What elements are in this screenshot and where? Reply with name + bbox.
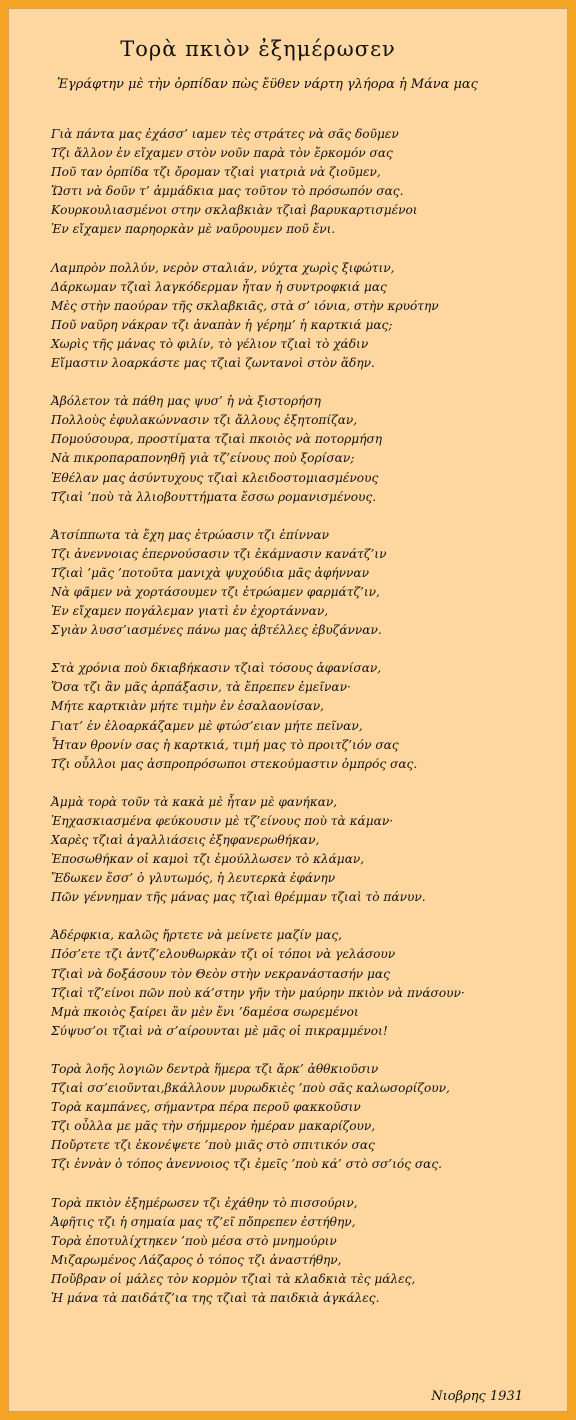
poem-line: Μήτε καρτκιὰν μήτε τιμὴν ἐν ἐσαλαονίσαν, [51, 699, 324, 714]
poem-line: Ἐηχασκιασμένα φεύκουσιν μὲ τζ’είνους ποὺ τὰ κάμαν· [51, 813, 394, 828]
poem-line: Ἐν εἴχαμεν πογάλεμαν γιατὶ ἐν ἐχορτάνναν, [51, 604, 329, 619]
poem-title: Τορὰ πκιὸν ἐξημέρωσεν [120, 37, 396, 61]
poem-line: Ἀβόλετον τὰ πάθη μας ψυσ’ ἡ νὰ ξιστορήση [51, 394, 321, 409]
poem-line: Στὰ χρόνια ποὺ δκιαβήκασιν τζιαὶ τόσους ἀφανίσαν, [51, 661, 382, 676]
stanza [51, 526, 563, 641]
stanza [51, 259, 563, 374]
poem-line: Πολλοὺς ἐφυλακώννασιν τζι ἄλλους ἐξητοπίζαν, [51, 413, 358, 428]
poem-line: Μιζαρωμένος Λάζαρος ὁ τόπος τζι ἀναστήθην, [51, 1252, 342, 1267]
poem-line: Νὰ πικροπαραπονηθῆ γιὰ τζ’είνους ποὺ ξορίσαν; [51, 451, 355, 466]
poem-line: Τζι ἀνεννοιας ἐπερνούσασιν τζι ἐκάμνασιν κανάτζ’ιν [51, 546, 387, 561]
stanza [51, 926, 563, 1041]
poem-line: Ἦταν θρονίν σας ἡ καρτκιά, τιμή μας τὸ προιτζ’ιόν σας [51, 737, 399, 752]
poem-line: Τορὰ λοῆς λογιῶν δεντρὰ ἥμερα τζι ἄρκ’ ἀθθκιοῦσιν [51, 1061, 379, 1076]
poem-line: Τορὰ καμπάνες, σήμαντρα πέρα περοῦ φακκοῦσιν [51, 1100, 361, 1115]
stanza [51, 793, 563, 908]
poem-line: Ἔδωκεν ἔσσ’ ὁ γλυτωμός, ἡ λευτερκὰ ἐφάνην [51, 871, 336, 886]
stanza [51, 659, 563, 774]
poem-line: Λαμπρὸν πολλύν, νερὸν σταλιάν, νύχτα χωρὶς ξιφώτιν, [51, 260, 395, 275]
poem-line: Γιατ’ ἐν ἐλοαρκάζαμεν μὲ φτώσ’ειαν μήτε πεῖναν, [51, 718, 363, 733]
poem-line: Τζιαὶ ’ποὺ τὰ λλιοβουττήματα ἔσσω ρομανισμένους. [51, 489, 377, 504]
poem-line: Τορὰ ἐποτυλίχτηκεν ’ποὺ μέσα στὸ μνημούριν [51, 1233, 337, 1248]
poem-line: Πῶν γέννημαν τῆς μάνας μας τζιαὶ θρέμμαν τζιαὶ τὸ πάνυν. [51, 890, 426, 905]
poem-line: Γιὰ πάντα μας ἐχάσσ’ ιαμεν τὲς στράτες νὰ σᾶς δοῦμεν [51, 127, 399, 141]
poem-line: Κουρκουλιασμένοι στην σκλαβκιὰν τζιαὶ βαρυκαρτισμένοι [51, 203, 418, 218]
poem-line: Τορὰ πκιὸν ἐξημέρωσεν τζι ἐχάθην τὸ πισσούριν, [51, 1195, 358, 1210]
poem-line: Ἀδέρφκια, καλῶς ἤρτετε νὰ μείνετε μαζίν μας, [51, 928, 343, 943]
poem-line: Μμὰ πκοιὸς ξαίρει ἂν μὲν ἔνι ’δαμέσα σωρεμένοι [51, 1004, 359, 1019]
poem-line: Πομούσουρα, προστίματα τζιαὶ πκοιὸς νὰ ποτορμήση [51, 432, 383, 447]
poem-line: Μὲς στὴν παούραν τῆς σκλαβκιᾶς, στὰ σ’ ιόνια, στὴν κρυότην [51, 298, 439, 313]
poem-line: Ἀμμὰ τορὰ τοῦν τὰ κακὰ μὲ ἦταν μὲ φανήκαν, [51, 794, 338, 809]
poem-line: Σύψυσ’οι τζιαὶ νὰ σ’αίρουνται μὲ μᾶς οἱ πικραμμένοι! [51, 1023, 388, 1038]
stanza [51, 125, 563, 240]
poem-line: Ποῦ ταν ὀρπίδα τζι ὄρομαν τζιαὶ γιατριὰ νὰ ζιοῦμεν, [51, 165, 381, 180]
poem-line: Τζι οὖλλοι μας ἀσπροπρόσωποι στεκούμαστιν ὀμπρός σας. [51, 756, 418, 771]
stanza [51, 1060, 563, 1175]
poem-line: Ἐποσωθήκαν οἱ καμοὶ τζι ἐμούλλωσεν τὸ κλάμαν, [51, 852, 365, 867]
poem-line: Σγιὰν λυσσ’ιασμένες πάνω μας ἀβτέλλες ἐβυζάνναν. [51, 623, 382, 638]
stanza [51, 392, 563, 507]
poem-body [51, 125, 563, 1327]
poem-line: Ὥστι νὰ δοῦν τ’ ἀμμάδκια μας τοῦτον τὸ πρόσωπόν σας. [51, 184, 404, 199]
poem-line: Τζιαὶ νὰ δοξάσουν τὸν Θεὸν στὴν νεκρανάστασήν μας [51, 966, 390, 981]
poem-line: Ποὔρτετε τζι ἐκονέψετε ’ποὺ μιᾶς στὸ σπιτικόν σας [51, 1138, 375, 1153]
poem-line: Ἀτσίππωτα τὰ ἔχη μας ἐτρώασιν τζι ἐπίνναν [51, 527, 329, 542]
poem-line: Ἐν εἴχαμεν παρηορκὰν μὲ ναῦρουμεν ποῦ ἔνι. [51, 222, 336, 237]
poem-line: Νὰ φᾶμεν νὰ χορτάσουμεν τζι ἐτρώαμεν φαρμάτζ’ιν, [51, 584, 380, 599]
poem-line: Χωρὶς τῆς μάνας τὸ φιλίν, τὸ γέλιον τζιαὶ τὸ χάδιν [51, 336, 369, 351]
poem-line: Δάρκωμαν τζιαὶ λαγκόδερμαν ἦταν ἡ συντροφκιά μας [51, 279, 387, 294]
poem-line: Πόσ’ετε τζι ἀντζ’ελουθωρκὰν τζι οἱ τόποι νὰ γελάσουν [51, 947, 396, 962]
poem-line: Τζιαὶ σσ’ειοῦνται,βκάλλουν μυρωδκιὲς ’ποὺ σᾶς καλωσορίζουν, [51, 1081, 450, 1096]
poem-line: Ποῦ ναῦρη νάκραν τζι ἀναπὰν ἡ γέρημ’ ἡ καρτκιά μας; [51, 317, 393, 332]
poem-line: Τζι ἐννὰν ὁ τόπος ἀνεννοιος τζι ἐμεῖς ’ποὺ κά’ στὸ σσ’ιός σας. [51, 1157, 443, 1172]
poem-line: Τζιαὶ τζ’είνοι πῶν ποὺ κά’στην γῆν τὴν μαύρην πκιὸν νὰ πνάσουν· [51, 985, 465, 1000]
poem-line: Ὅσα τζι ἂν μᾶς ἀρπάξασιν, τὰ ἔπρεπεν ἐμεῖναν· [51, 680, 351, 695]
poem-line: Εἴμαστιν λοαρκάστε μας τζιαὶ ζωντανοὶ στὸν ἅδην. [51, 356, 375, 371]
poem-line: Τζι ἄλλον ἐν εἴχαμεν στὸν νοῦν παρὰ τὸν ἔρκομόν σας [51, 146, 393, 161]
poem-line: Χαρὲς τζιαὶ ἀγαλλιάσεις ἐξηφανερωθήκαν, [51, 833, 320, 847]
poem-line: Ἀφῆτις τζι ἡ σημαία μας τζ’εῖ πὄπρεπεν ἐστήθην, [51, 1214, 356, 1229]
poem-line: Ποὔβραν οἱ μάλες τὸν κορμὸν τζιαὶ τὰ κλαδκιὰ τὲς μάλες, [51, 1271, 416, 1286]
poem-line: Τζι οὖλλα με μᾶς τὴν σήμμερον ἡμέραν μακαρίζουν, [51, 1119, 376, 1134]
poem-line: Ἐθέλαν μας ἀσύντυχους τζιαὶ κλειδοστομιασμένους [51, 470, 379, 485]
poem-line: Ἡ μάνα τὰ παιδάτζ’ια της τζιαὶ τὰ παιδκιὰ ἀγκάλες. [51, 1290, 380, 1305]
poem-subtitle: Ἐγράφτην μὲ τὴν ὀρπίδαν πὼς ἔϋθεν νάρτη γλήορα ἡ Μάνα μας [57, 77, 478, 92]
poem-line: Τζιαὶ ’μᾶς ’ποτοῦτα μανιχὰ ψυχούδια μᾶς ἀφήνναν [51, 565, 369, 580]
poem-signature: Νιοβρης 1931 [431, 1389, 523, 1404]
poem-page [8, 8, 568, 1412]
stanza [51, 1194, 563, 1309]
